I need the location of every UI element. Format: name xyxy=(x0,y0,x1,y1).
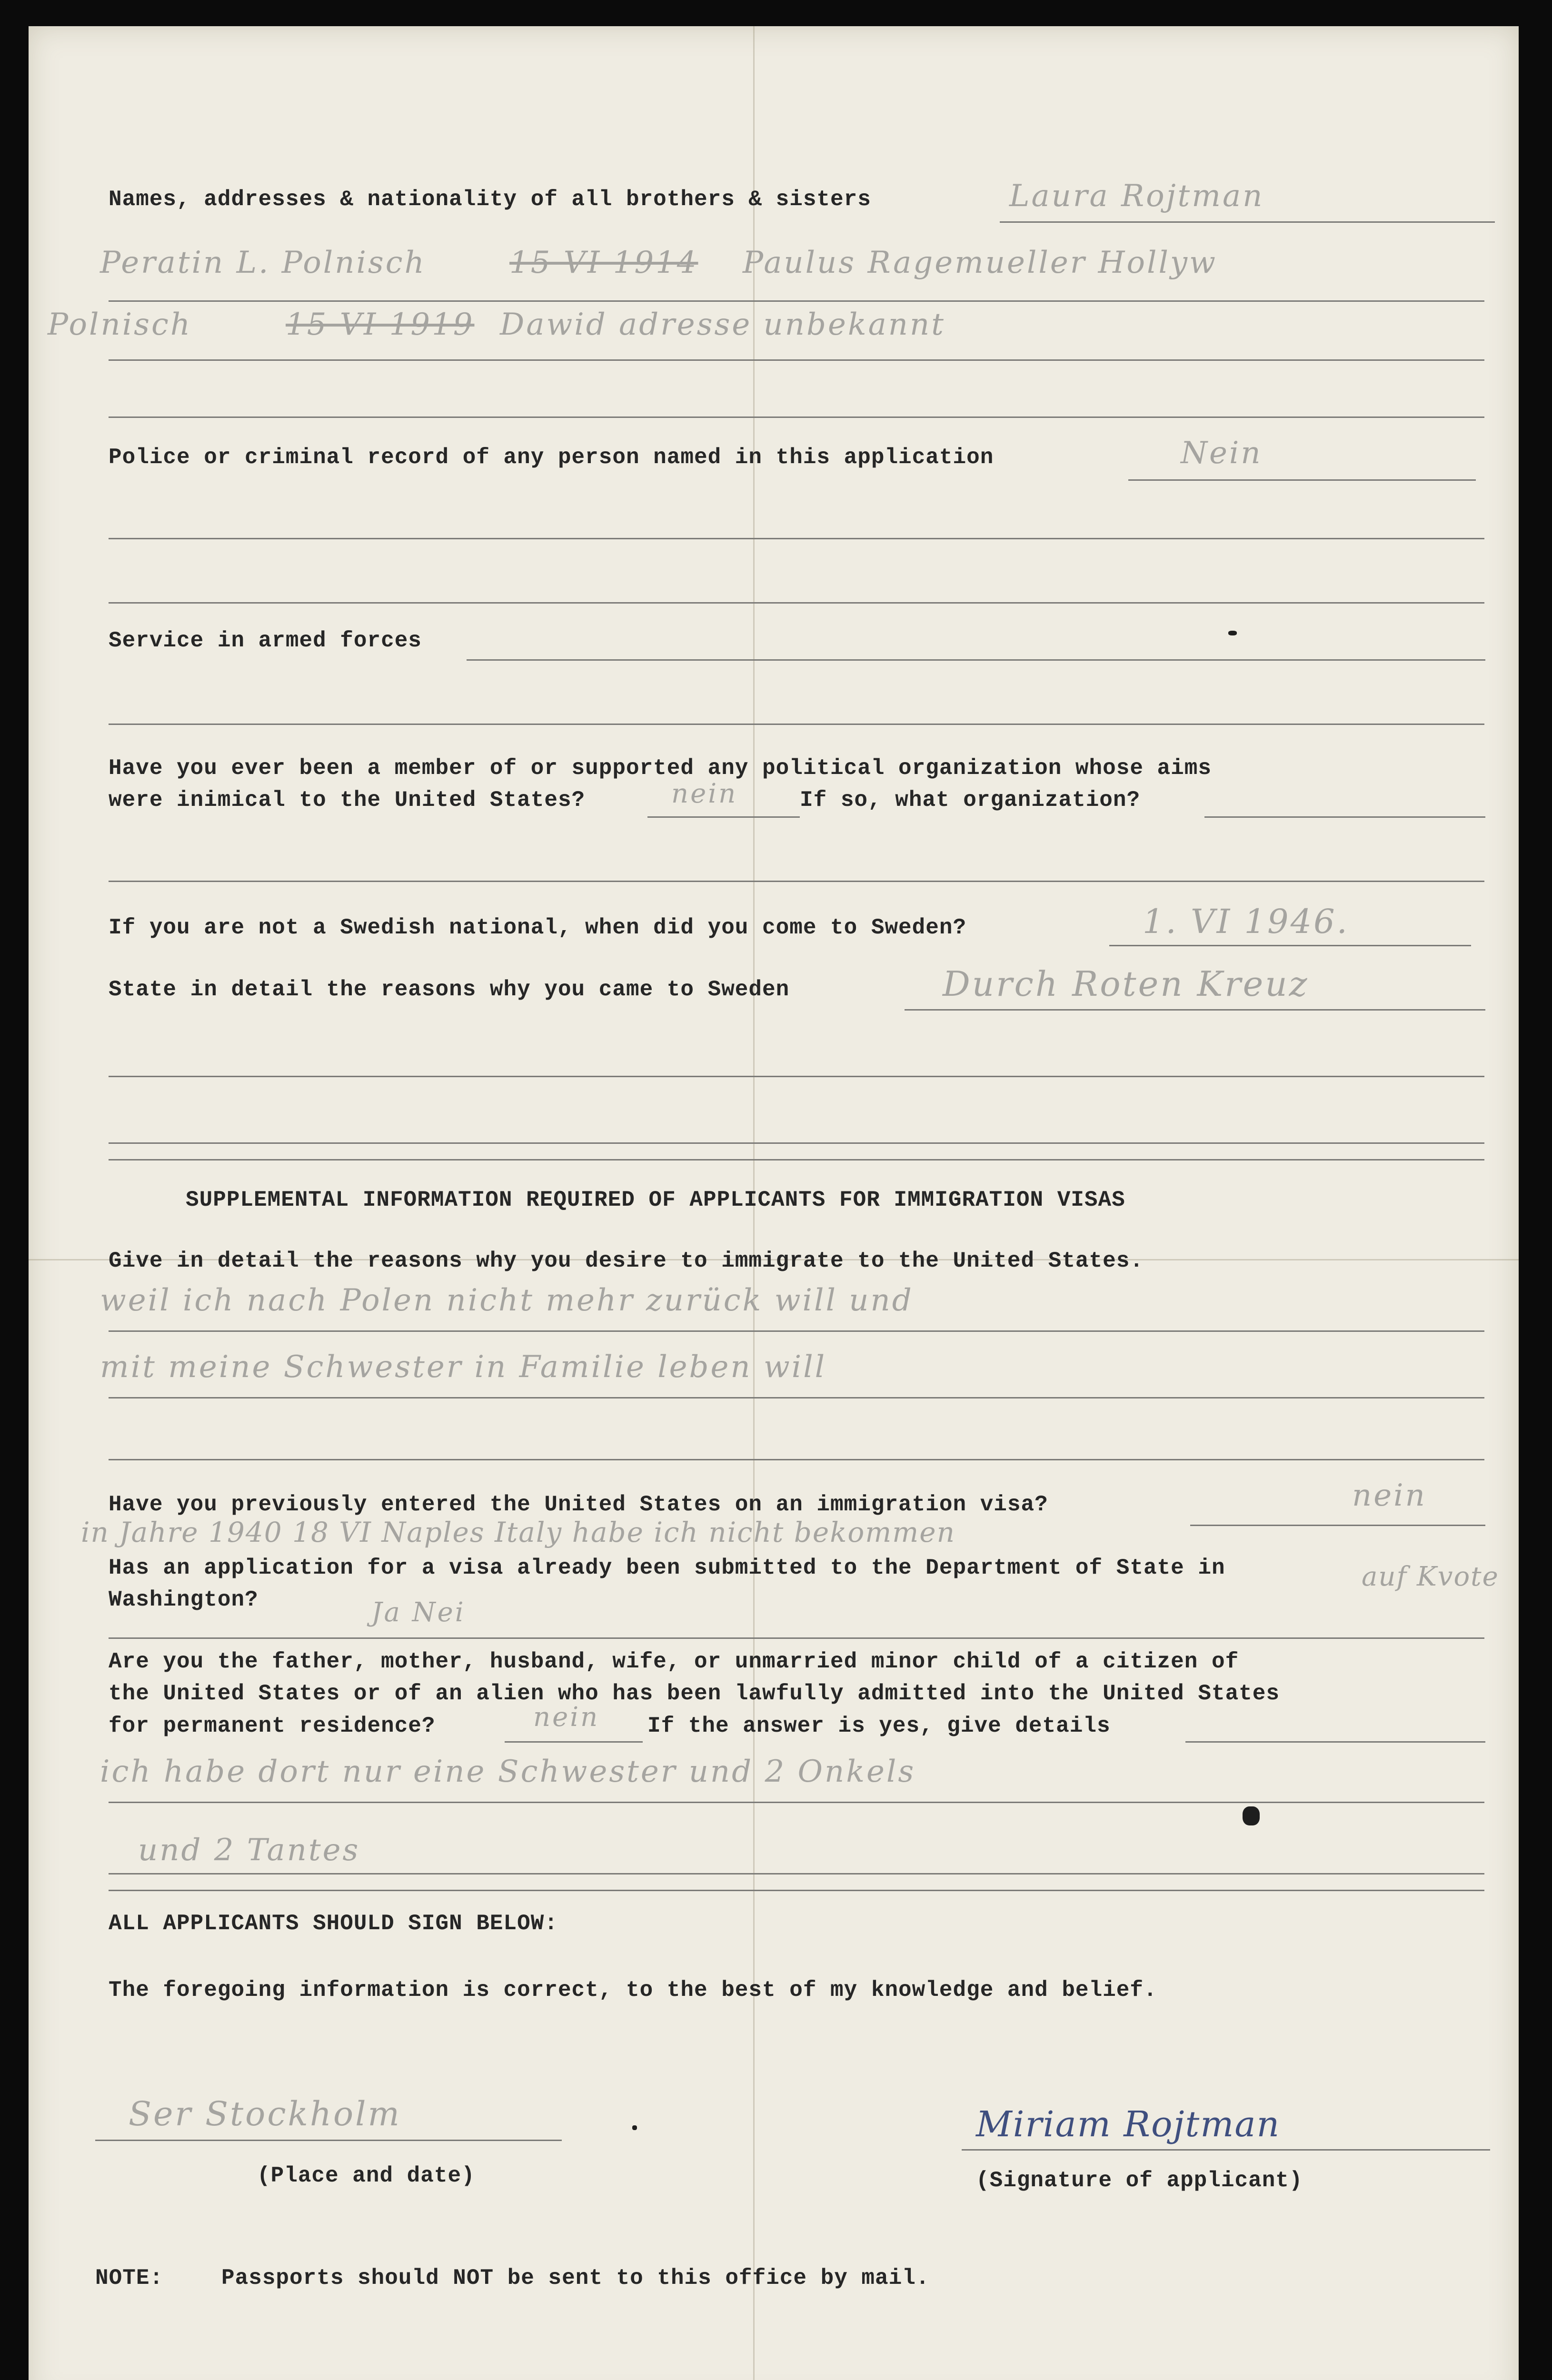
dot xyxy=(632,2125,637,2130)
relation-label-1: Are you the father, mother, husband, wife, or unmarried minor child of a citizen of xyxy=(109,1649,1239,1674)
armed-forces-label: Service in armed forces xyxy=(109,628,422,653)
relation-details-line xyxy=(1185,1741,1485,1743)
political-line xyxy=(109,881,1484,882)
siblings-handwritten-3c: Dawid adresse unbekannt xyxy=(500,307,945,342)
siblings-label: Names, addresses & nationality of all brothers & sisters xyxy=(109,187,871,212)
siblings-field-line xyxy=(1000,221,1495,223)
siblings-handwritten-2b: 15 VI 1914 xyxy=(509,245,698,280)
previous-entry-extra: in Jahre 1940 18 VI Naples Italy habe ich nicht bekommen xyxy=(81,1516,955,1548)
relation-line-3 xyxy=(109,1890,1484,1891)
reasons-line-3 xyxy=(109,1459,1484,1460)
reasons-label: Give in detail the reasons why you desire to immigrate to the United States. xyxy=(109,1249,1144,1273)
siblings-handwritten-2a: Peratin L. Polnisch xyxy=(100,245,426,280)
sweden-arrival-label: If you are not a Swedish national, when did you come to Sweden? xyxy=(109,915,967,940)
sweden-arrival-line xyxy=(1109,945,1471,946)
place-date-label: (Place and date) xyxy=(257,2163,475,2188)
previous-entry-line xyxy=(1190,1525,1485,1526)
relation-label-3a: for permanent residence? xyxy=(109,1714,436,1738)
reasons-line-1 xyxy=(109,1330,1484,1332)
note-text: Passports should NOT be sent to this office by mail. xyxy=(221,2266,930,2291)
sweden-arrival-answer: 1. VI 1946. xyxy=(1143,902,1349,941)
supplemental-heading: SUPPLEMENTAL INFORMATION REQUIRED OF APPLICANTS FOR IMMIGRATION VISAS xyxy=(186,1188,1125,1212)
sweden-reason-field-line xyxy=(905,1009,1485,1011)
reasons-handwritten-1: weil ich nach Polen nicht mehr zurück will und xyxy=(100,1283,914,1318)
political-answer: nein xyxy=(671,778,738,809)
political-org-line xyxy=(1204,816,1485,818)
relation-details-2: und 2 Tantes xyxy=(138,1833,360,1868)
application-label-2: Washington? xyxy=(109,1587,259,1612)
relation-answer-line xyxy=(505,1741,643,1743)
application-label-1: Has an application for a visa already been submitted to the Department of State in xyxy=(109,1556,1225,1580)
signature-label: (Signature of applicant) xyxy=(976,2168,1303,2193)
ink-spot xyxy=(1228,631,1237,635)
siblings-handwritten-3a: Polnisch xyxy=(48,307,192,342)
place-date-handwritten: Ser Stockholm xyxy=(129,2094,401,2133)
siblings-handwritten-1: Laura Rojtman xyxy=(1009,178,1264,214)
police-line-2 xyxy=(109,602,1484,604)
sweden-reason-answer: Durch Roten Kreuz xyxy=(943,964,1309,1004)
siblings-line-1 xyxy=(109,300,1484,302)
siblings-handwritten-3b: 15 VI 1919 xyxy=(286,307,475,342)
political-answer-line xyxy=(647,816,800,818)
sweden-reason-line-1 xyxy=(109,1076,1484,1077)
siblings-line-3 xyxy=(109,416,1484,418)
relation-label-3b: If the answer is yes, give details xyxy=(647,1714,1111,1738)
police-line-1 xyxy=(109,538,1484,539)
signature-handwritten: Miriam Rojtman xyxy=(976,2104,1281,2145)
application-answer: Ja Nei xyxy=(371,1597,466,1628)
political-label-2a: were inimical to the United States? xyxy=(109,788,586,813)
armed-forces-line xyxy=(109,724,1484,725)
relation-answer: nein xyxy=(533,1702,600,1733)
signature-line xyxy=(962,2149,1490,2151)
sweden-reason-line-2 xyxy=(109,1142,1484,1144)
place-date-line xyxy=(95,2140,562,2141)
sweden-reason-label: State in detail the reasons why you came to Sweden xyxy=(109,977,790,1002)
application-line xyxy=(109,1637,1484,1639)
police-label: Police or criminal record of any person named in this application xyxy=(109,445,994,470)
armed-forces-field-line xyxy=(467,659,1485,661)
sign-heading: ALL APPLICANTS SHOULD SIGN BELOW: xyxy=(109,1911,558,1936)
police-answer: Nein xyxy=(1181,436,1263,471)
siblings-handwritten-2c: Paulus Ragemueller Hollyw xyxy=(743,245,1217,280)
relation-details-1: ich habe dort nur eine Schwester und 2 Onkels xyxy=(100,1754,916,1789)
sign-statement: The foregoing information is correct, to the best of my knowledge and belief. xyxy=(109,1978,1157,2003)
previous-entry-answer: nein xyxy=(1352,1478,1427,1513)
relation-label-2: the United States or of an alien who has been lawfully admitted into the United States xyxy=(109,1681,1280,1706)
previous-entry-label: Have you previously entered the United States on an immigration visa? xyxy=(109,1492,1048,1517)
previous-entry-extra-right: auf Kvote xyxy=(1362,1561,1499,1592)
relation-line-1 xyxy=(109,1802,1484,1803)
sweden-reason-line-3 xyxy=(109,1159,1484,1160)
political-label-1: Have you ever been a member of or supported any political organization whose aims xyxy=(109,756,1212,781)
form-sheet xyxy=(29,26,1519,2380)
relation-line-2 xyxy=(109,1873,1484,1874)
political-label-2b: If so, what organization? xyxy=(800,788,1141,813)
reasons-handwritten-2: mit meine Schwester in Familie leben will xyxy=(100,1349,827,1385)
siblings-line-2 xyxy=(109,359,1484,361)
reasons-line-2 xyxy=(109,1397,1484,1398)
police-field-line xyxy=(1128,479,1476,481)
ink-blot xyxy=(1243,1806,1260,1825)
note-label: NOTE: xyxy=(95,2266,164,2291)
